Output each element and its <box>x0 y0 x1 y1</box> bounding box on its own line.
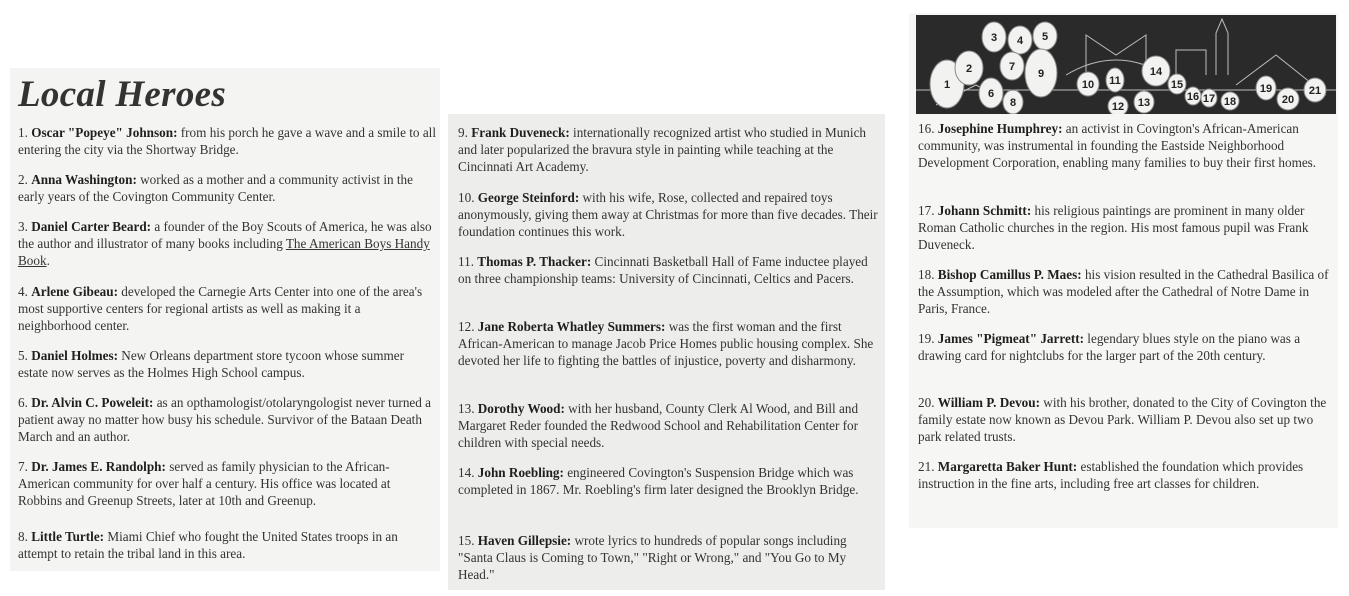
portrait-number-7: 7 <box>1008 61 1016 73</box>
hero-entry-9: 9. Frank Duveneck: internationally recognized artist who studied in Munich and later popularized the bravura style in painting while teaching at the Cincinnati Art Academy. <box>458 125 867 175</box>
portrait-number-8: 8 <box>1009 97 1017 109</box>
hero-entry-8: 8. Little Turtle: Miami Chief who fought the United States troops in an attempt to retain the tribal land in this area. <box>18 529 398 562</box>
book-title: The American Boys Handy Book <box>18 236 430 269</box>
hero-entry-1: 1. Oscar "Popeye" Johnson: from his porch he gave a wave and a smile to all entering the city via the Shortway Bridge. <box>18 125 437 158</box>
hero-entry-21: 21. Margaretta Baker Hunt: established the foundation which provides instruction in the fine arts, including free art classes for children. <box>918 459 1304 492</box>
portrait-number-17: 17 <box>1202 93 1216 105</box>
portrait-number-13: 13 <box>1137 97 1151 109</box>
heroes-illustration-banner <box>916 15 1336 114</box>
hero-entry-18: 18. Bishop Camillus P. Maes: his vision resulted in the Cathedral Basilica of the Assumption, which was modeled after the Cathedral of Notre Dame in Paris, France. <box>918 267 1329 317</box>
hero-entry-20: 20. William P. Devou: with his brother, donated to the City of Covington the family estate now known as Devou Park. William P. Devou also set up two park related trusts. <box>918 395 1327 445</box>
column-left <box>10 68 440 571</box>
portrait-number-1: 1 <box>943 79 951 91</box>
portrait-number-5: 5 <box>1041 31 1049 43</box>
column-right <box>909 13 1338 528</box>
hero-entry-16: 16. Josephine Humphrey: an activist in Covington's African-American community, was instrumental in founding the Eastside Neighborhood Development Corporation, enabling many families to buy their first homes. <box>918 121 1317 171</box>
portrait-number-20: 20 <box>1281 94 1295 106</box>
portrait-number-2: 2 <box>965 63 973 75</box>
portrait-number-9: 9 <box>1037 68 1045 80</box>
hero-entry-5: 5. Daniel Holmes: New Orleans department store tycoon whose summer estate now serves as the Holmes High School campus. <box>18 348 405 381</box>
hero-entry-11: 11. Thomas P. Thacker: Cincinnati Basketball Hall of Fame inductee played on three championship teams: University of Cincinnati, Celtics and Pacers. <box>458 254 868 287</box>
portrait-number-12: 12 <box>1111 101 1125 113</box>
hero-entry-13: 13. Dorothy Wood: with her husband, County Clerk Al Wood, and Bill and Margaret Reder founded the Redwood School and Rehabilitation Center for children with special needs. <box>458 401 859 451</box>
portrait-number-19: 19 <box>1259 83 1273 95</box>
page-title: Local Heroes <box>18 74 227 115</box>
portrait-number-18: 18 <box>1223 96 1237 108</box>
portrait-number-14: 14 <box>1149 66 1163 78</box>
hero-entry-3: 3. Daniel Carter Beard: a founder of the Boy Scouts of America, he was also the author and illustrator of many books including The American Boys Handy Book. <box>18 219 432 269</box>
hero-entry-6: 6. Dr. Alvin C. Poweleit: as an opthamologist/otolaryngologist never turned a patient away no matter how busy his schedule. Survivor of the Bataan Death March and an author. <box>18 395 432 445</box>
hero-entry-12: 12. Jane Roberta Whatley Summers: was the first woman and the first African-American to manage Jacob Price Homes public housing complex. She devoted her life to fighting the battles of injustice, poverty and disharmony. <box>458 319 874 369</box>
heroes-illustration <box>916 15 1336 114</box>
portrait-number-15: 15 <box>1170 79 1184 91</box>
hero-entry-7: 7. Dr. James E. Randolph: served as family physician to the African-American community for over half a century. His office was located at Robbins and Greenup Streets, later at 10th and Greenup. <box>18 459 391 509</box>
portrait-number-10: 10 <box>1081 79 1095 91</box>
portrait-number-6: 6 <box>987 88 995 100</box>
hero-entry-14: 14. John Roebling: engineered Covington's Suspension Bridge which was completed in 1867. Mr. Roebling's firm later designed the Brooklyn Bridge. <box>458 465 859 498</box>
portrait-number-4: 4 <box>1016 35 1024 47</box>
portrait-number-21: 21 <box>1308 85 1322 97</box>
hero-entry-17: 17. Johann Schmitt: his religious paintings are prominent in many older Roman Catholic churches in the region. His most famous pupil was Frank Duveneck. <box>918 203 1309 253</box>
hero-entry-10: 10. George Steinford: with his wife, Rose, collected and repaired toys anonymously, giving them away at Christmas for more than five decades. Their foundation continues this work. <box>458 190 878 240</box>
column-middle <box>448 114 885 590</box>
portrait-number-16: 16 <box>1186 91 1200 103</box>
hero-entry-2: 2. Anna Washington: worked as a mother and a community activist in the early years of the Covington Community Center. <box>18 172 413 205</box>
portrait-number-3: 3 <box>990 32 998 44</box>
hero-entry-19: 19. James "Pigmeat" Jarrett: legendary blues style on the piano was a drawing card for nightclubs for the larger part of the 20th century. <box>918 331 1301 364</box>
portrait-number-11: 11 <box>1109 75 1121 87</box>
hero-entry-15: 15. Haven Gillepsie: wrote lyrics to hundreds of popular songs including "Santa Claus is Coming to Town," "Right or Wrong," and "You Go to My Head." <box>458 533 847 583</box>
hero-entry-4: 4. Arlene Gibeau: developed the Carnegie Arts Center into one of the area's most supportive centers for regional artists as well as making it a neighborhood center. <box>18 284 423 334</box>
